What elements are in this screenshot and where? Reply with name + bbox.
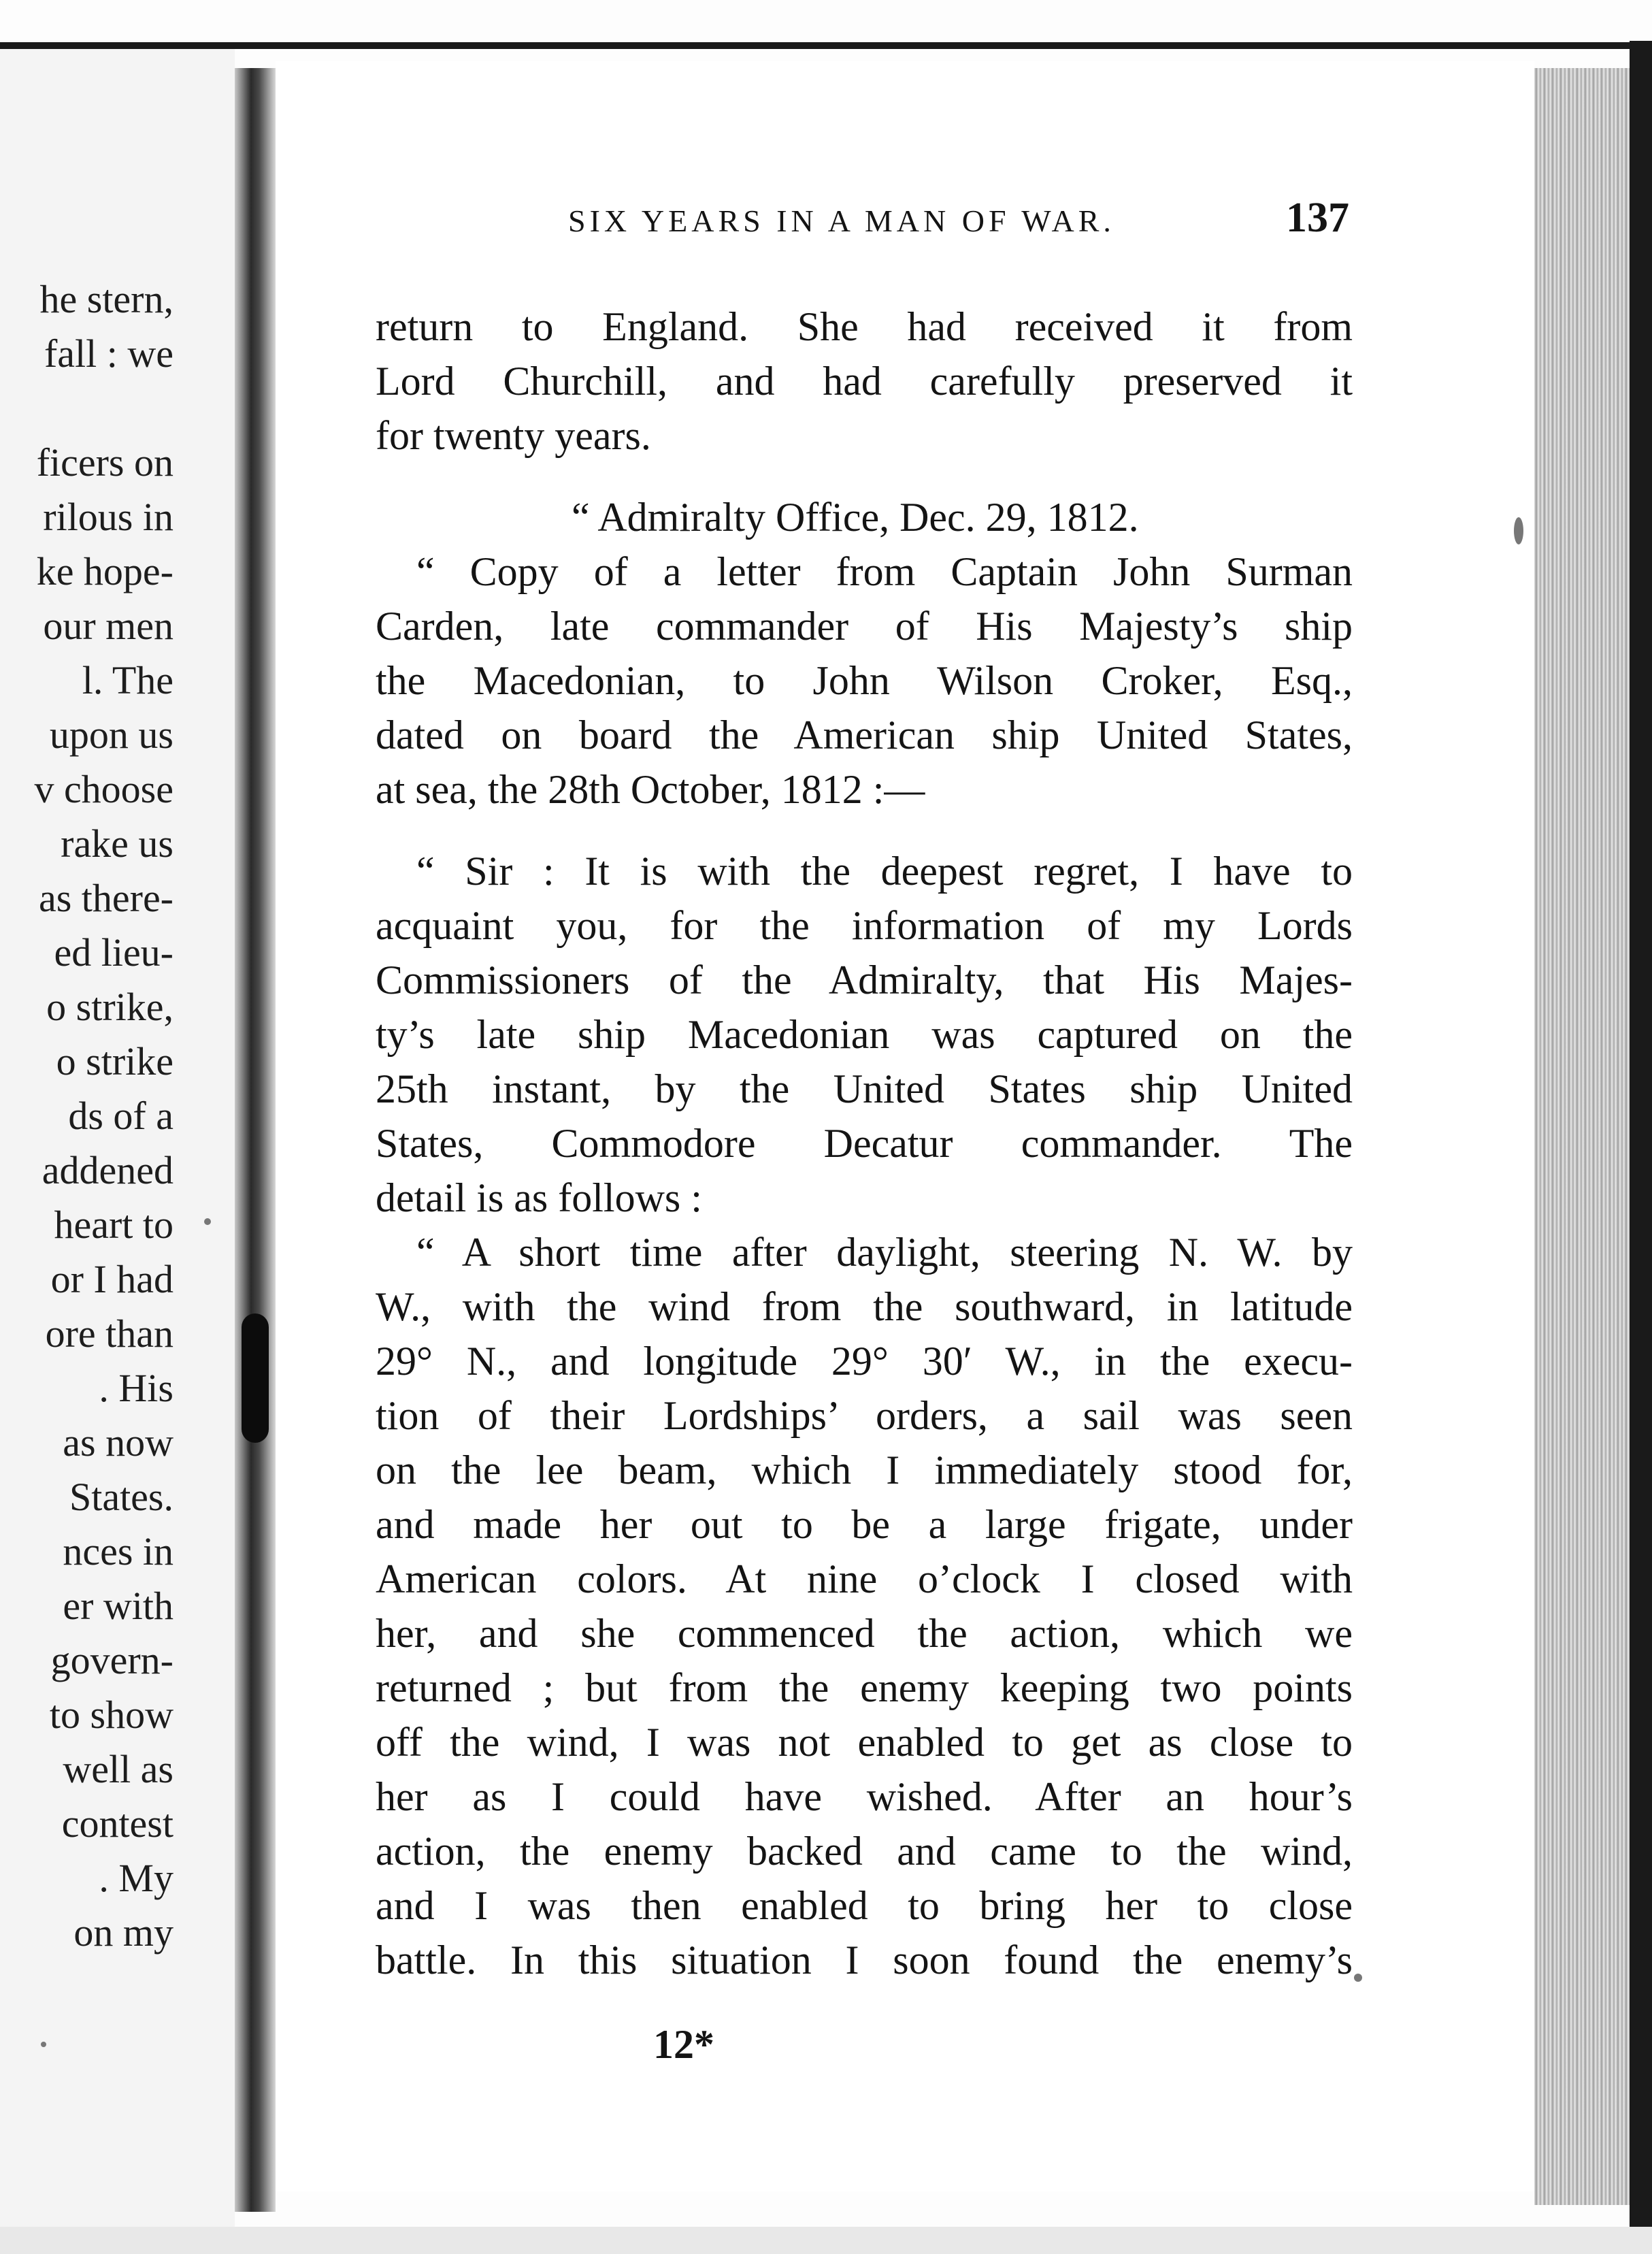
left-page-line: er with [63,1584,174,1628]
left-page-line: ed lieu- [54,930,174,975]
scan-speck [1354,1974,1362,1982]
text-line: returned ; but from the enemy keeping two points [376,1665,1353,1710]
left-page-line: o strike, [46,985,174,1029]
text-line: Lord Churchill, and had carefully preserved it [376,359,1353,404]
text-line: Carden, late commander of His Majesty’s ship [376,604,1353,649]
page-body [376,299,1353,1987]
left-page-line: rilous in [43,495,174,539]
text-line: ty’s late ship Macedonian was captured on the [376,1012,1353,1057]
left-page-line: . My [99,1856,174,1900]
left-page-line: govern- [50,1638,174,1682]
left-page-line: or I had [50,1257,174,1301]
text-line: and made her out to be a large frigate, under [376,1502,1353,1547]
left-page-line: . His [99,1366,174,1410]
left-page-line: ficers on [36,440,174,485]
text-line: 25th instant, by the United States ship United [376,1066,1353,1111]
text-line: American colors. At nine o’clock I closed with [376,1556,1353,1601]
left-page-line: ds of a [68,1094,174,1138]
left-page-line: he stern, [39,277,174,321]
text-line: and I was then enabled to bring her to close [376,1883,1353,1928]
text-line: off the wind, I was not enabled to get as close to [376,1720,1353,1765]
page-number: 137 [1286,195,1349,241]
scan-speck [41,2042,46,2047]
left-page-line: rake us [61,821,174,866]
scan-speck [1514,517,1523,544]
left-page-line: addened [42,1148,174,1192]
text-line: acquaint you, for the information of my Lords [376,903,1353,948]
text-line: return to England. She had received it from [376,304,1353,349]
left-page-line: heart to [54,1203,174,1247]
scan-border-bottom [0,2227,1652,2254]
text-line: States, Commodore Decatur commander. The [376,1121,1353,1166]
left-page-line: ke hope- [36,549,174,593]
left-page-line: nces in [63,1529,174,1573]
left-page-line: v choose [34,767,174,811]
text-line: “ A short time after daylight, steering N. W. by [416,1230,1353,1275]
running-head: SIX YEARS IN A MAN OF WAR. [568,203,1115,238]
text-line: tion of their Lordships’ orders, a sail was seen [376,1393,1353,1438]
text-line: her, and she commenced the action, which we [376,1611,1353,1656]
text-line: detail is as follows : [376,1175,702,1220]
text-line: “ Copy of a letter from Captain John Surman [416,549,1353,594]
left-page-line: as there- [38,876,174,920]
left-page-line: as now [63,1420,174,1465]
text-line: at sea, the 28th October, 1812 :— [376,767,925,812]
text-line: the Macedonian, to John Wilson Croker, Esq., [376,658,1353,703]
text-line: dated on board the American ship United States, [376,713,1353,757]
left-page-line: States. [69,1475,174,1519]
text-line: her as I could have wished. After an hour’s [376,1774,1353,1819]
scan-border-right [1630,41,1652,2253]
page-edges [1534,68,1630,2205]
text-line: Commissioners of the Admiralty, that His Majes- [376,958,1353,1002]
left-page-line: upon us [49,713,174,757]
text-line: 29° N., and longitude 29° 30′ W., in the execu- [376,1339,1353,1384]
letter-heading: “ Admiralty Office, Dec. 29, 1812. [572,495,1139,540]
left-page-line: well as [63,1747,174,1791]
text-line: action, the enemy backed and came to the wind, [376,1829,1353,1874]
book-gutter [235,68,276,2212]
text-line: battle. In this situation I soon found the enemy’s [376,1938,1353,1982]
signature-mark: 12* [653,2022,714,2067]
text-line: “ Sir : It is with the deepest regret, I have to [416,849,1353,894]
left-page-line: to show [49,1693,174,1737]
scan-speck [204,1218,211,1225]
text-line: W., with the wind from the southward, in latitude [376,1284,1353,1329]
text-line: on the lee beam, which I immediately stood for, [376,1448,1353,1492]
left-page-line: fall : we [44,331,174,376]
text-line: for twenty years. [376,413,651,458]
left-page [0,49,235,2227]
left-page-line: on my [73,1910,174,1955]
left-page-line: our men [43,604,174,648]
left-page-line: o strike [56,1039,174,1083]
gutter-shadow [242,1313,269,1443]
left-page-line: ore than [45,1311,174,1356]
left-page-line: l. The [82,658,174,702]
scan-border-top [0,42,1652,49]
left-page-line: contest [61,1801,174,1846]
